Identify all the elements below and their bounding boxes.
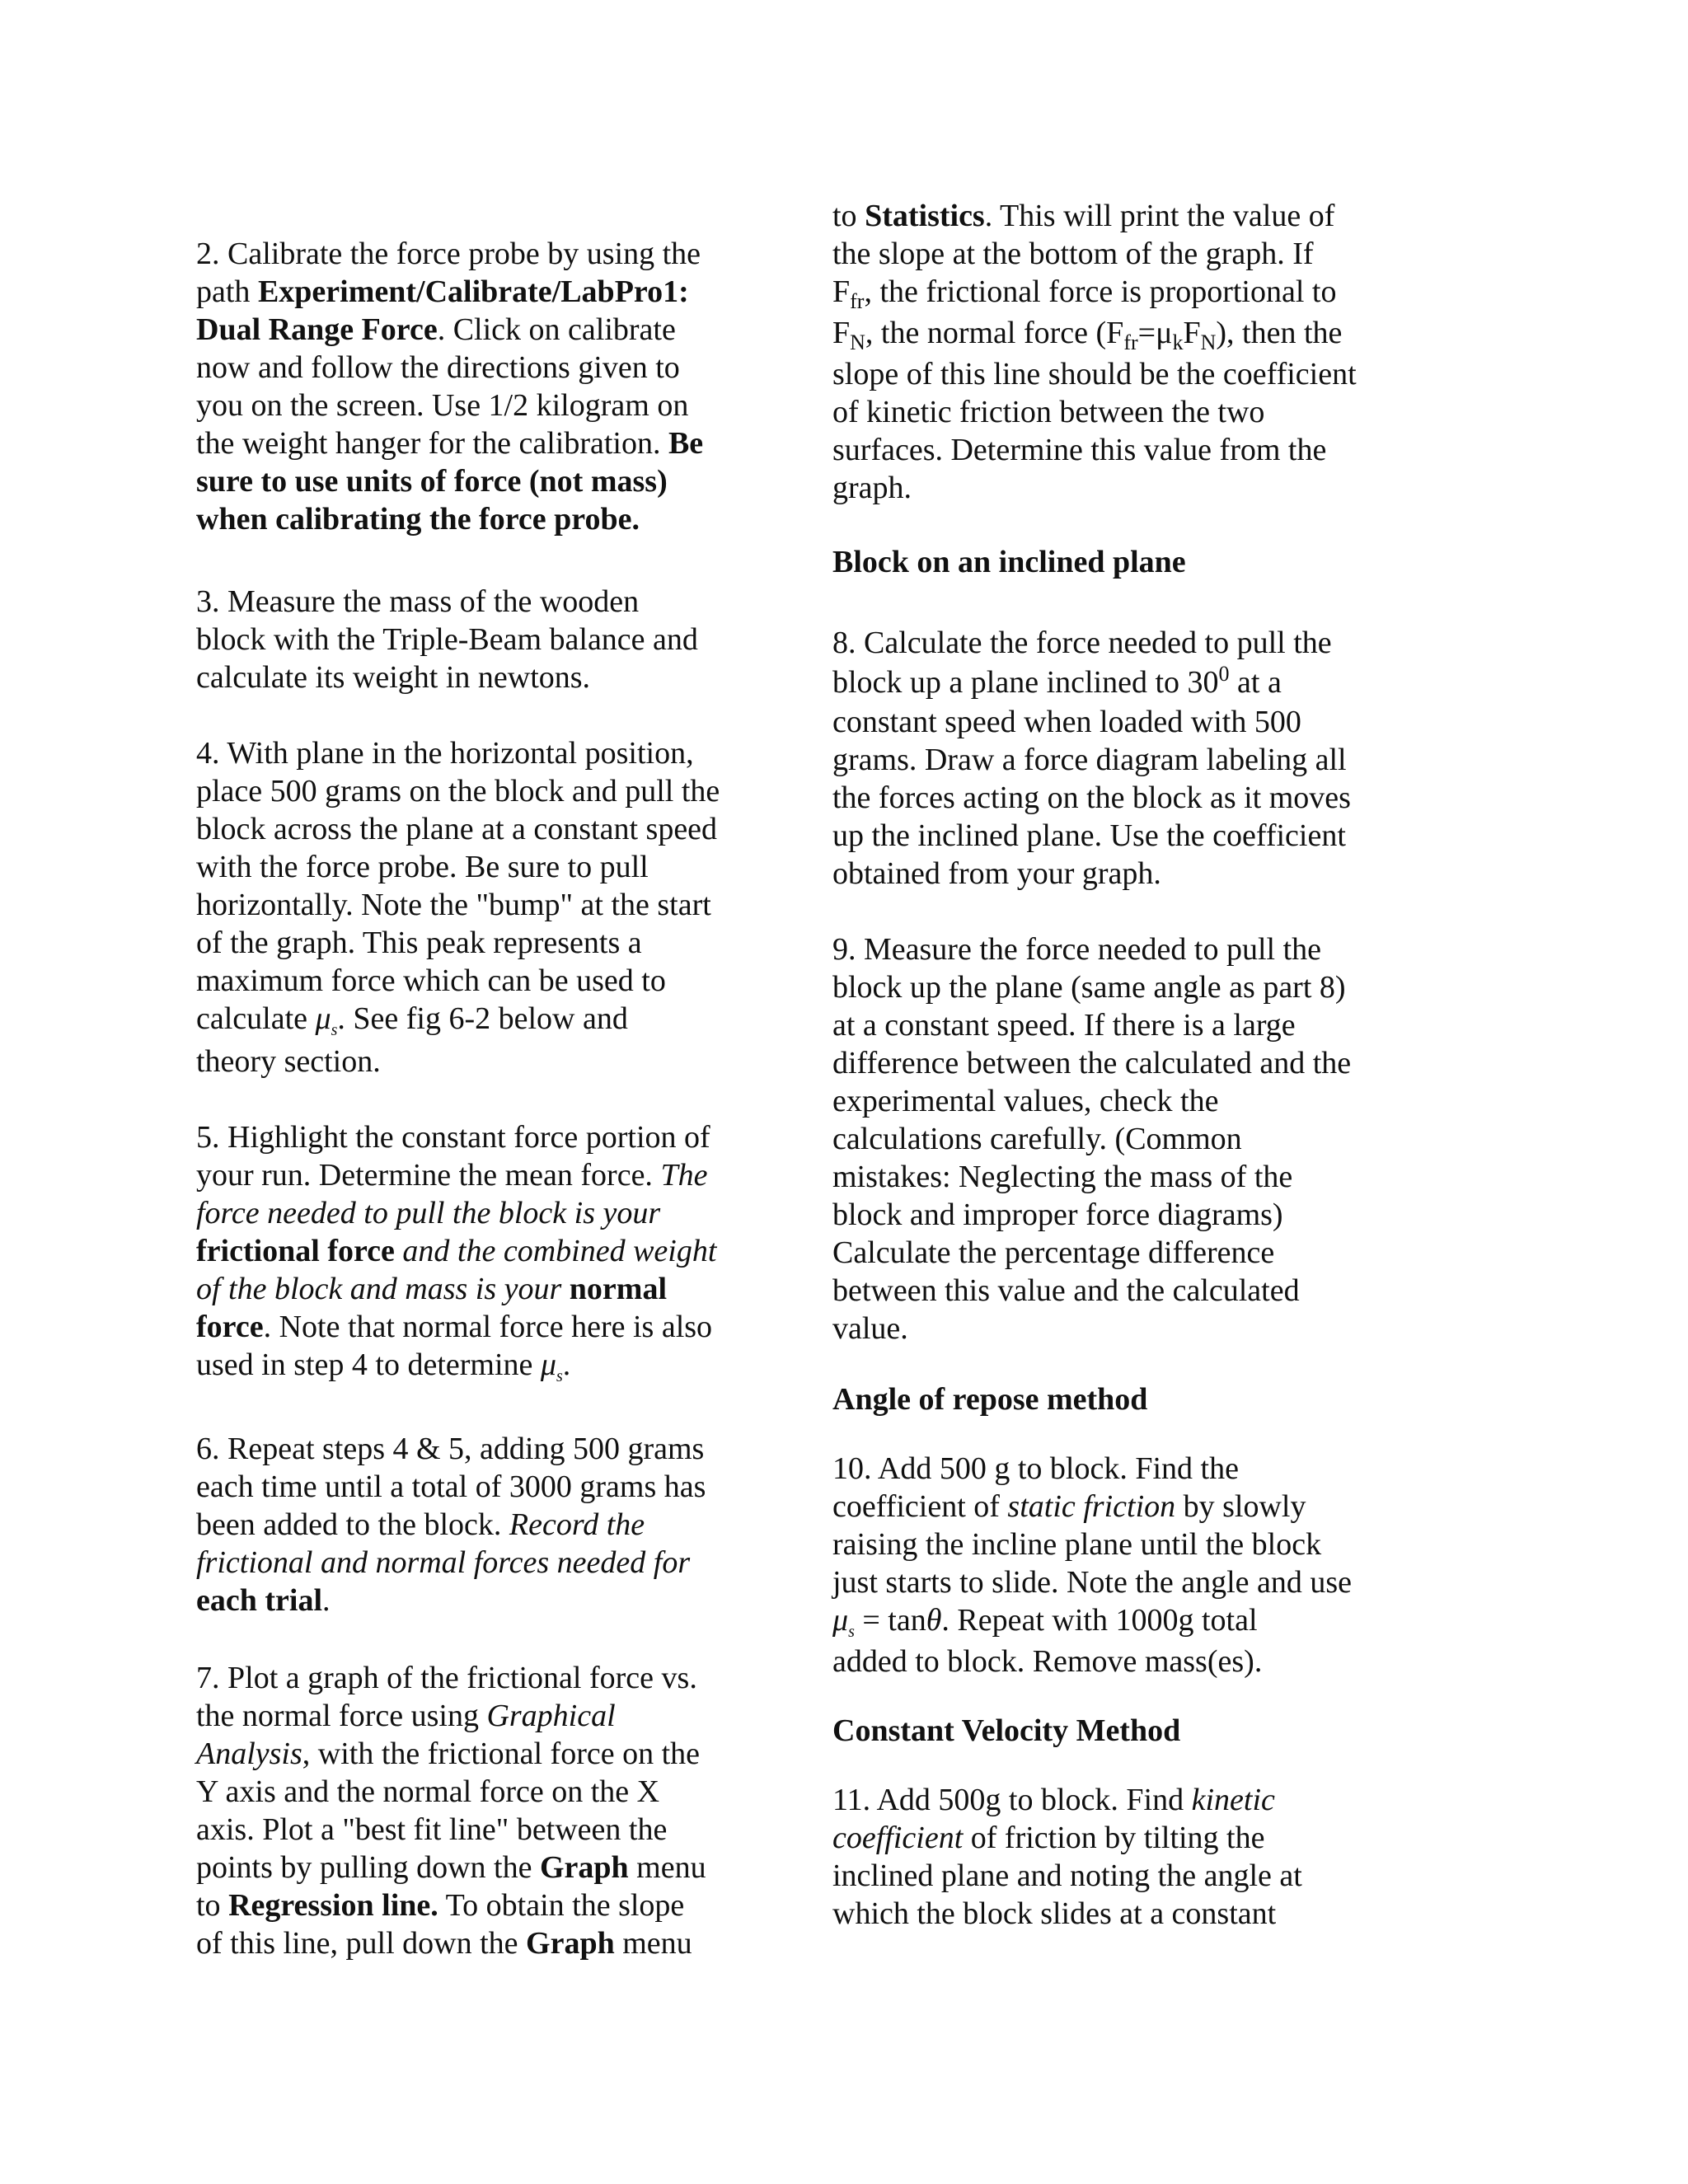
step-5-line-1 [196, 1118, 765, 1156]
step-7-line-5 [196, 1811, 765, 1849]
bold-text: Graph [526, 1926, 615, 1961]
step-7-line-7 [196, 1886, 765, 1924]
cont-line-3 [832, 273, 1426, 311]
text: grams. Draw a force diagram labeling all [832, 743, 1347, 777]
step-11-line-4 [832, 1895, 1426, 1933]
text: raising the incline plane until the block [832, 1527, 1322, 1562]
text: 6. Repeat steps 4 & 5, adding 500 grams [196, 1432, 705, 1466]
step-6-line-1 [196, 1430, 765, 1468]
text: F [832, 274, 851, 309]
mu-symbol: μ [540, 1347, 556, 1382]
step-10-line-3 [832, 1526, 1426, 1563]
text: , the normal force (F [865, 316, 1124, 350]
text: now and follow the directions given to [196, 350, 680, 385]
bold-text: sure to use units of force (not mass) [196, 464, 668, 499]
text: mistakes: Neglecting the mass of the [832, 1160, 1293, 1194]
text: 2. Calibrate the force probe by using the [196, 237, 701, 271]
mu-symbol: μ [315, 1001, 331, 1036]
step-6-line-5 [196, 1582, 765, 1619]
italic-text: of the block and mass is your [196, 1272, 570, 1306]
step-9-line-8 [832, 1196, 1426, 1234]
menu-path: Experiment/Calibrate/LabPro1: [257, 274, 689, 309]
text: at a [1229, 665, 1282, 700]
step-4-line-3 [196, 810, 765, 848]
step-4-line-7 [196, 962, 765, 1000]
text: your run. Determine the mean force. [196, 1158, 661, 1193]
step-6-line-3 [196, 1506, 765, 1544]
text: menu [614, 1926, 692, 1961]
bold-text: frictional force [196, 1234, 395, 1268]
heading-angle-of-repose: Angle of repose method [832, 1382, 1148, 1417]
step-4-line-2 [196, 772, 765, 810]
text: block up the plane (same angle as part 8) [832, 970, 1346, 1005]
text: been added to the block. [196, 1507, 509, 1542]
italic-text: The [660, 1158, 708, 1193]
text: , with the frictional force on the [302, 1736, 700, 1771]
text: 10. Add 500 g to block. Find the [832, 1451, 1239, 1486]
theta-symbol: θ [926, 1603, 942, 1638]
superscript: 0 [1218, 662, 1230, 686]
subscript: fr [1123, 330, 1138, 354]
text: F [1183, 316, 1201, 350]
text: place 500 grams on the block and pull the [196, 774, 720, 808]
cont-line-6 [832, 393, 1426, 431]
text: of this line, pull down the [196, 1926, 527, 1961]
text: surfaces. Determine this value from the [832, 433, 1327, 467]
step-11-line-1 [832, 1781, 1426, 1819]
text: Calculate the percentage difference [832, 1235, 1275, 1270]
text: of the graph. This peak represents a [196, 926, 642, 960]
step-3-line-2 [196, 621, 765, 658]
step-9-line-4 [832, 1044, 1426, 1082]
text: 8. Calculate the force needed to pull the [832, 626, 1332, 660]
text: just starts to slide. Note the angle and use [832, 1565, 1353, 1600]
cont-line-7 [832, 431, 1426, 469]
text: 11. Add 500g to block. Find [832, 1783, 1192, 1817]
bold-text: when calibrating the force probe. [196, 502, 640, 537]
step-3-line-1 [196, 583, 765, 621]
step-4-line-8 [196, 1000, 765, 1038]
text: . Click on calibrate [437, 312, 676, 347]
step-11-line-3 [832, 1857, 1426, 1895]
text: . See fig 6-2 below and [337, 1001, 628, 1036]
step-5-line-6 [196, 1308, 765, 1346]
text: you on the screen. Use 1/2 kilogram on [196, 388, 689, 423]
step-7-line-2 [196, 1697, 765, 1735]
step-11-line-2 [832, 1819, 1426, 1857]
text: of kinetic friction between the two [832, 395, 1265, 429]
step-9-line-6 [832, 1120, 1426, 1158]
text: block and improper force diagrams) [832, 1197, 1283, 1232]
italic-text: kinetic [1191, 1783, 1275, 1817]
bold-text: normal [569, 1272, 668, 1306]
text: calculate [196, 1001, 316, 1036]
step-4-line-5 [196, 886, 765, 924]
step-5-line-7 [196, 1346, 765, 1384]
text: obtained from your graph. [832, 856, 1161, 891]
italic-text: force needed to pull the block is your [196, 1196, 661, 1230]
bold-text: Be [668, 426, 704, 461]
step-2-line-6 [196, 424, 765, 462]
step-5-line-5 [196, 1270, 765, 1308]
step-4-line-9 [196, 1043, 765, 1080]
bold-text: each trial [196, 1583, 323, 1618]
text: 4. With plane in the horizontal position, [196, 736, 694, 771]
italic-text: Analysis [196, 1736, 302, 1771]
step-4-line-4 [196, 848, 765, 886]
step-4-line-6 [196, 924, 765, 962]
italic-text: frictional and normal forces needed for [196, 1545, 691, 1580]
text: 3. Measure the mass of the wooden [196, 584, 640, 619]
bold-text: Regression line. [228, 1888, 438, 1923]
step-9-line-3 [832, 1006, 1426, 1044]
step-7-line-8 [196, 1924, 765, 1962]
bold-text: Statistics [865, 199, 985, 233]
heading-constant-velocity: Constant Velocity Method [832, 1713, 1181, 1748]
text: . [562, 1347, 571, 1382]
text: Y axis and the normal force on the X [196, 1774, 660, 1809]
cont-line-8 [832, 469, 1426, 507]
cont-line-2 [832, 235, 1426, 273]
step-8-line-3 [832, 703, 1426, 741]
text: path [196, 274, 258, 309]
mu-subscript: s [848, 1623, 855, 1641]
step-8-line-7 [832, 855, 1426, 893]
text: F [832, 316, 851, 350]
subscript: k [1172, 330, 1184, 354]
mu-subscript: s [331, 1021, 338, 1039]
text: . Repeat with 1000g total [941, 1603, 1258, 1638]
step-6-line-2 [196, 1468, 765, 1506]
text: experimental values, check the [832, 1084, 1219, 1118]
italic-text: Record the [509, 1507, 645, 1542]
cont-line-1 [832, 197, 1426, 235]
step-2-line-3 [196, 311, 765, 349]
step-9-line-2 [832, 968, 1426, 1006]
step-7-line-6 [196, 1849, 765, 1886]
text: added to block. Remove mass(es). [832, 1644, 1263, 1679]
step-2-line-4 [196, 349, 765, 387]
step-6-line-4 [196, 1544, 765, 1582]
text: menu [628, 1850, 706, 1885]
step-7-line-1 [196, 1659, 765, 1697]
bold-text: force [196, 1310, 264, 1344]
text: which the block slides at a constant [832, 1896, 1277, 1931]
step-9-line-7 [832, 1158, 1426, 1196]
step-8-line-2 [832, 663, 1426, 701]
text: block across the plane at a constant speed [196, 812, 718, 846]
step-8-line-6 [832, 817, 1426, 855]
italic-text: static friction [1007, 1489, 1176, 1524]
text: axis. Plot a "best fit line" between the [196, 1812, 668, 1847]
step-9-line-9 [832, 1234, 1426, 1272]
text: coefficient of [832, 1489, 1008, 1524]
heading-inclined-plane: Block on an inclined plane [832, 545, 1186, 579]
step-7-line-4 [196, 1773, 765, 1811]
text: ), then the [1216, 316, 1343, 350]
text: To obtain the slope [438, 1888, 685, 1923]
step-2-line-7 [196, 462, 765, 500]
text: . [322, 1583, 331, 1618]
text: block with the Triple-Beam balance and [196, 622, 698, 657]
text: value. [832, 1311, 908, 1346]
subscript: fr [850, 289, 865, 313]
text: theory section. [196, 1044, 381, 1079]
text: used in step 4 to determine [196, 1347, 541, 1382]
italic-text: Graphical [486, 1699, 616, 1733]
step-2-line-1 [196, 235, 765, 273]
text: 7. Plot a graph of the frictional force vs. [196, 1661, 697, 1695]
mu-symbol: μ [832, 1603, 849, 1638]
italic-text: coefficient [832, 1821, 964, 1855]
text: . This will print the value of [984, 199, 1335, 233]
text: difference between the calculated and the [832, 1046, 1352, 1080]
step-5-line-3 [196, 1194, 765, 1232]
text: block up a plane inclined to 30 [832, 665, 1219, 700]
text: the slope at the bottom of the graph. If [832, 237, 1314, 271]
text: 9. Measure the force needed to pull the [832, 932, 1321, 967]
text: graph. [832, 471, 912, 505]
step-2-line-2 [196, 273, 765, 311]
step-10-line-4 [832, 1563, 1426, 1601]
mu-subscript: s [556, 1367, 563, 1385]
text: between this value and the calculated [832, 1273, 1300, 1308]
text: constant speed when loaded with 500 [832, 705, 1301, 739]
menu-path-end: Dual Range Force [196, 312, 438, 347]
text: points by pulling down the [196, 1850, 540, 1885]
step-7-line-3 [196, 1735, 765, 1773]
text: horizontally. Note the "bump" at the start [196, 888, 711, 922]
cont-line-4 [832, 314, 1426, 352]
step-10-line-6 [832, 1643, 1426, 1680]
text: = tan [854, 1603, 926, 1638]
text: the forces acting on the block as it moves [832, 780, 1351, 815]
text: by slowly [1175, 1489, 1306, 1524]
bold-text: Graph [539, 1850, 629, 1885]
subscript: N [1200, 330, 1217, 354]
text: . Note that normal force here is also [263, 1310, 713, 1344]
text: up the inclined plane. Use the coefficient [832, 818, 1346, 853]
text: to [196, 1888, 229, 1923]
step-8-line-4 [832, 741, 1426, 779]
subscript: N [850, 330, 865, 354]
step-10-line-5 [832, 1601, 1426, 1639]
text: the normal force using [196, 1699, 487, 1733]
step-8-line-1 [832, 624, 1426, 662]
text: =μ [1137, 316, 1173, 350]
text: , the frictional force is proportional to [864, 274, 1337, 309]
text: 5. Highlight the constant force portion of [196, 1120, 710, 1155]
text: calculate its weight in newtons. [196, 660, 591, 695]
step-2-line-5 [196, 387, 765, 424]
step-5-line-4 [196, 1232, 765, 1270]
step-4-line-1 [196, 734, 765, 772]
step-9-line-1 [832, 930, 1426, 968]
step-9-line-5 [832, 1082, 1426, 1120]
step-8-line-5 [832, 779, 1426, 817]
text: inclined plane and noting the angle at [832, 1858, 1302, 1893]
text: calculations carefully. (Common [832, 1122, 1242, 1156]
step-3-line-3 [196, 658, 765, 696]
step-10-line-2 [832, 1488, 1426, 1526]
step-9-line-10 [832, 1272, 1426, 1310]
text: maximum force which can be used to [196, 963, 666, 998]
step-10-line-1 [832, 1450, 1426, 1488]
text: of friction by tilting the [963, 1821, 1265, 1855]
text: each time until a total of 3000 grams has [196, 1469, 706, 1504]
text: to [832, 199, 865, 233]
text: slope of this line should be the coefficient [832, 357, 1357, 391]
step-9-line-11 [832, 1310, 1426, 1347]
text: at a constant speed. If there is a large [832, 1008, 1296, 1043]
step-5-line-2 [196, 1156, 765, 1194]
italic-text: and the combined weight [394, 1234, 717, 1268]
cont-line-5 [832, 355, 1426, 393]
step-2-line-8 [196, 500, 765, 538]
text: the weight hanger for the calibration. [196, 426, 668, 461]
text: with the force probe. Be sure to pull [196, 850, 649, 884]
